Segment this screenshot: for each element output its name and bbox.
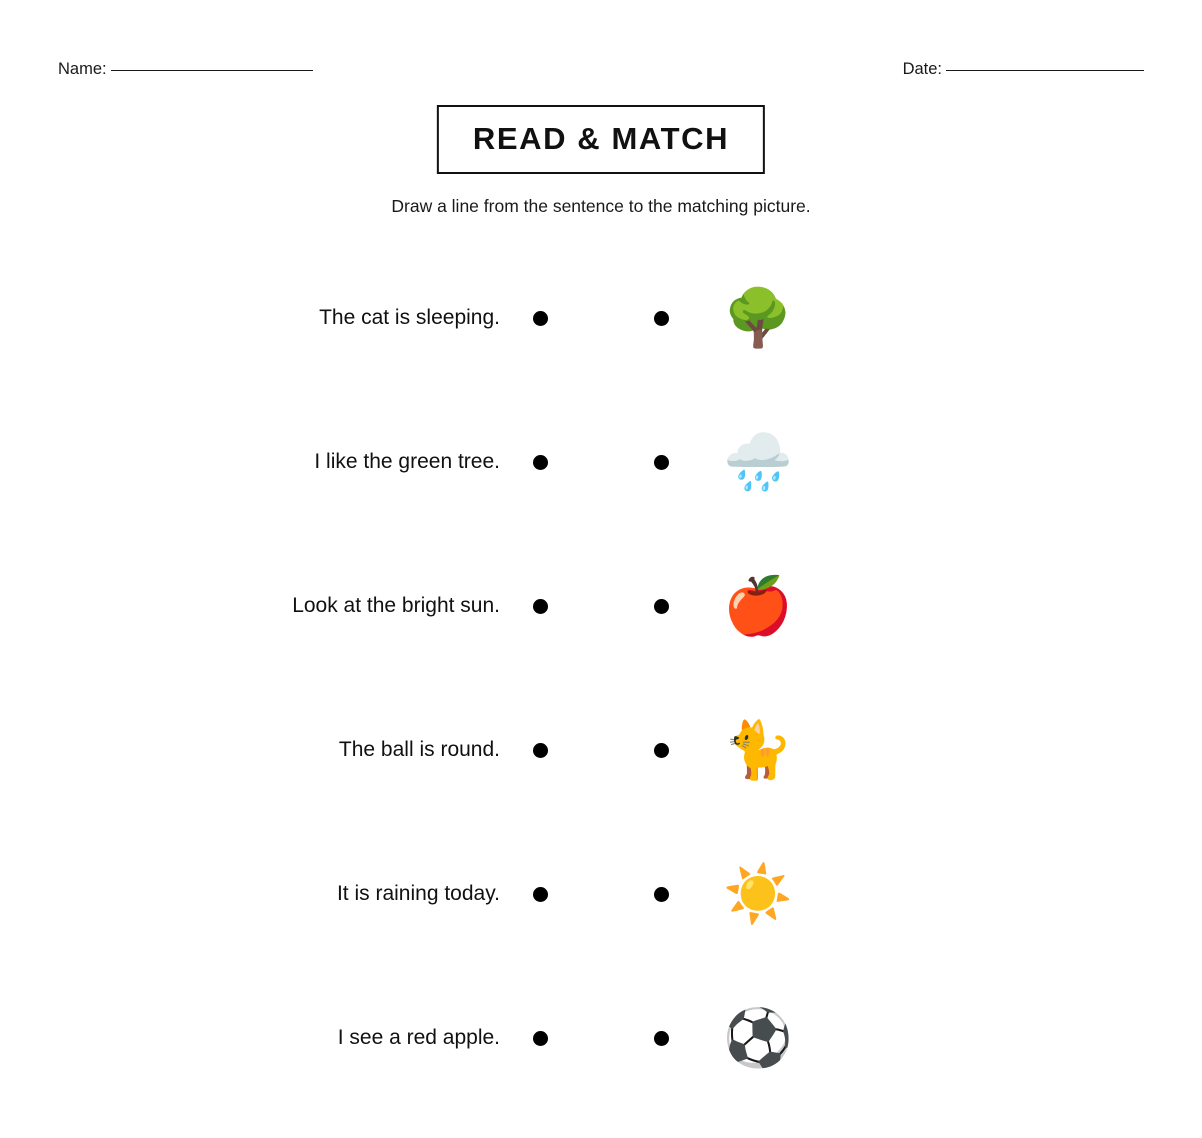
instructions: Draw a line from the sentence to the matching picture. xyxy=(391,196,811,216)
sentence-text: I see a red apple. xyxy=(337,1026,500,1049)
match-row xyxy=(0,558,1202,654)
match-row xyxy=(0,414,1202,510)
rain-cloud-emoji: 🌧️ xyxy=(723,430,793,493)
date-field[interactable] xyxy=(903,60,1144,79)
sentence-connector-dot[interactable] xyxy=(533,887,548,902)
picture-connector-dot[interactable] xyxy=(654,599,669,614)
sun-emoji: ☀️ xyxy=(723,862,793,925)
match-row xyxy=(0,846,1202,942)
title-box xyxy=(437,105,765,174)
sentence-text: It is raining today. xyxy=(336,882,500,905)
picture-connector-dot[interactable] xyxy=(654,455,669,470)
sentence-text: The cat is sleeping. xyxy=(319,306,500,329)
sentence-connector-dot[interactable] xyxy=(533,1031,548,1046)
match-rows xyxy=(0,270,1202,1134)
match-row xyxy=(0,990,1202,1086)
cat-emoji: 🐈 xyxy=(723,718,793,781)
sentence-text: I like the green tree. xyxy=(314,450,500,473)
soccer-ball-emoji: ⚽ xyxy=(723,1006,793,1069)
sentence-connector-dot[interactable] xyxy=(533,455,548,470)
sentence-text: Look at the bright sun. xyxy=(292,594,500,617)
student-info-row xyxy=(58,60,1144,84)
date-write-line[interactable] xyxy=(946,70,1144,71)
picture-connector-dot[interactable] xyxy=(654,743,669,758)
match-row xyxy=(0,270,1202,366)
apple-emoji: 🍎 xyxy=(723,574,793,637)
sentence-connector-dot[interactable] xyxy=(533,599,548,614)
date-label: Date: xyxy=(902,60,942,78)
sentence-connector-dot[interactable] xyxy=(533,743,548,758)
picture-connector-dot[interactable] xyxy=(654,1031,669,1046)
sentence-connector-dot[interactable] xyxy=(533,311,548,326)
name-field[interactable] xyxy=(58,60,313,79)
name-label: Name: xyxy=(58,60,107,78)
tree-emoji: 🌳 xyxy=(723,286,793,349)
match-row xyxy=(0,702,1202,798)
page-title: READ & MATCH xyxy=(472,121,730,156)
name-write-line[interactable] xyxy=(111,70,313,71)
picture-connector-dot[interactable] xyxy=(654,887,669,902)
sentence-text: The ball is round. xyxy=(338,738,500,761)
picture-connector-dot[interactable] xyxy=(654,311,669,326)
